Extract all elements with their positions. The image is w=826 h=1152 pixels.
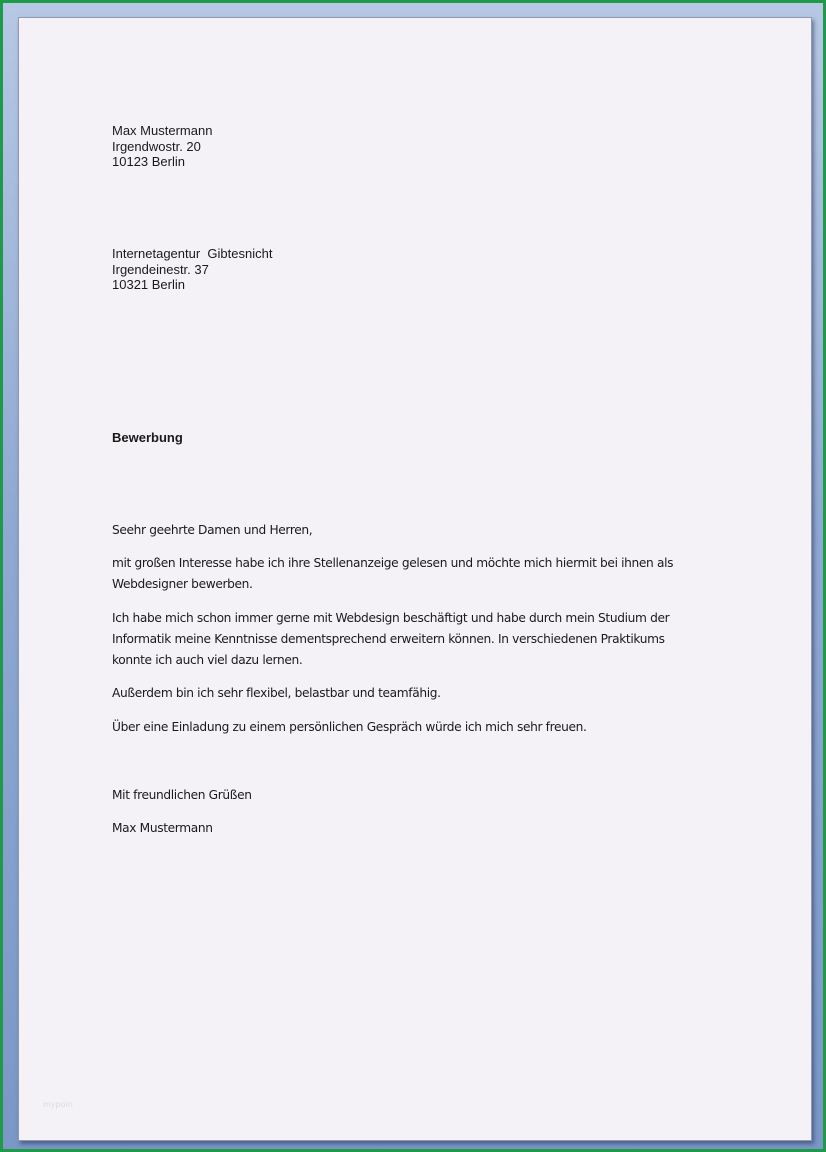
watermark: mypoin (43, 1100, 73, 1109)
paragraph-4 (112, 717, 712, 738)
window-frame (3, 3, 823, 1149)
recipient-street: Irgendeinestr. 37 (112, 261, 209, 277)
paragraph-1-line-1: mit großen Interesse habe ich ihre Stellenanzeige gelesen und möchte mich hiermit bei ihnen als (112, 556, 674, 570)
paragraph-1 (112, 553, 712, 595)
salutation (112, 520, 712, 541)
salutation-text: Seehr geehrte Damen und Herren, (112, 523, 313, 537)
recipient-city: 10321 Berlin (112, 277, 185, 292)
subject-line: Bewerbung (112, 430, 183, 445)
recipient-name: Internetagentur Gibtesnicht (112, 246, 273, 261)
sender-address (112, 123, 212, 170)
signature-name: Max Mustermann (112, 821, 213, 835)
paragraph-4-text: Über eine Einladung zu einem persönlichen Gespräch würde ich mich sehr freuen. (112, 720, 587, 734)
paragraph-2-line-1: Ich habe mich schon immer gerne mit Webdesign beschäftigt und habe durch mein Studium der (112, 611, 670, 625)
paragraph-2-line-2: Informatik meine Kenntnisse dementsprechend erweitern können. In verschiedenen Praktikums (112, 632, 665, 646)
paragraph-3-text: Außerdem bin ich sehr flexibel, belastbar und teamfähig. (112, 686, 441, 700)
paragraph-2 (112, 608, 712, 671)
paragraph-1-line-2: Webdesigner bewerben. (112, 577, 253, 591)
recipient-address (112, 246, 272, 293)
closing-text: Mit freundlichen Grüßen (112, 788, 252, 802)
sender-name: Max Mustermann (112, 123, 213, 138)
signature (112, 818, 712, 839)
closing (112, 785, 712, 806)
paragraph-2-line-3: konnte ich auch viel dazu lernen. (112, 653, 303, 667)
sender-city: 10123 Berlin (112, 154, 185, 169)
letter-page (18, 17, 812, 1141)
sender-street: Irgendwostr. 20 (112, 138, 201, 154)
paragraph-3 (112, 683, 712, 704)
